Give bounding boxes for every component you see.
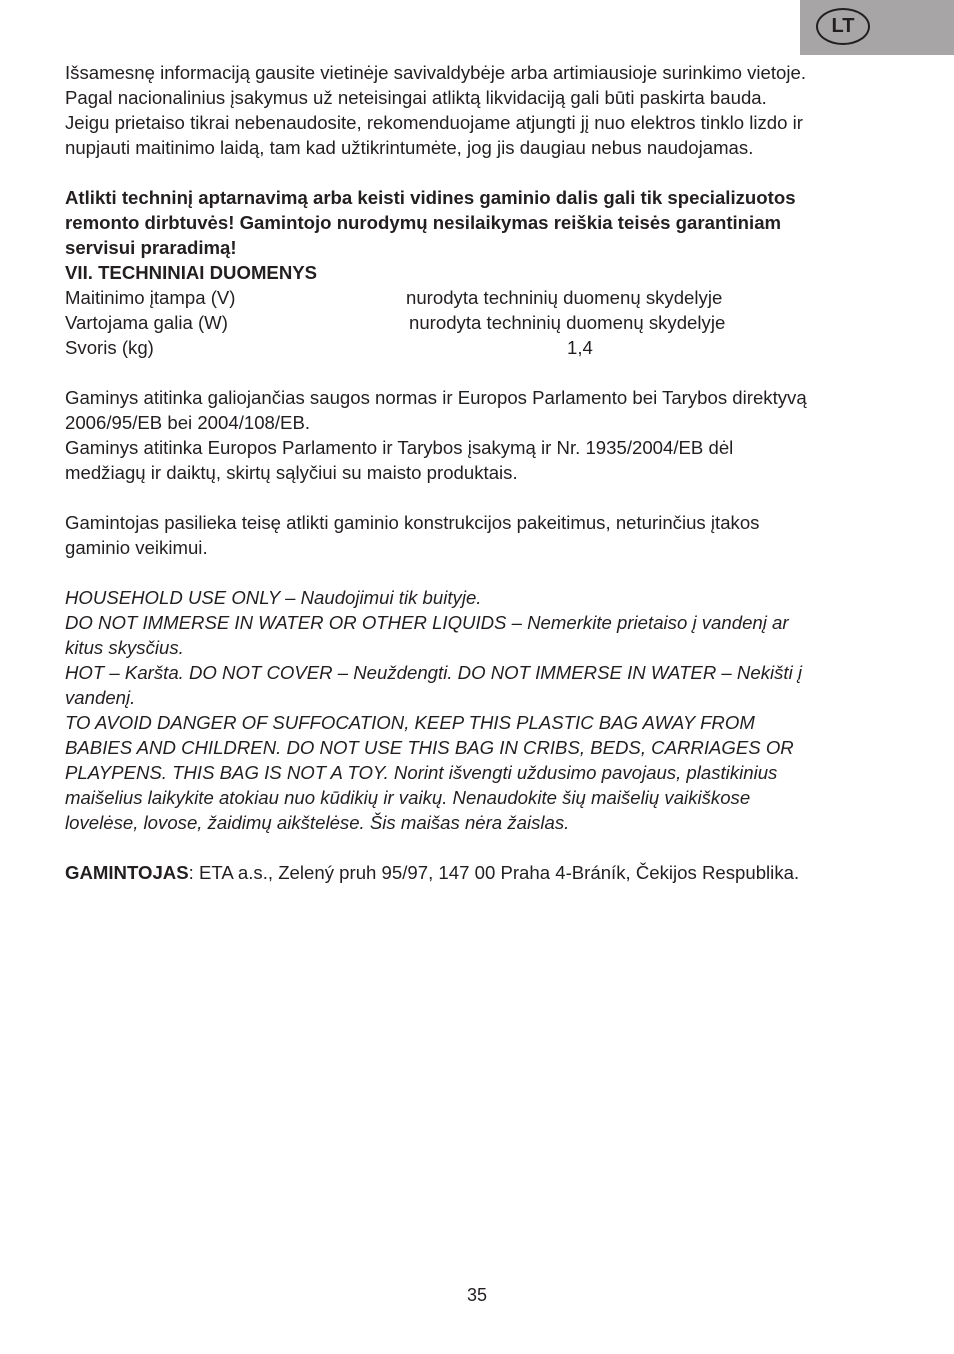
compliance-line: 2006/95/EB bei 2004/108/EB.	[65, 412, 311, 433]
page-content	[65, 60, 895, 885]
reservation-paragraph	[65, 510, 895, 560]
tech-data-heading: VII. TECHNINIAI DUOMENYS	[65, 262, 318, 283]
manufacturer-label: GAMINTOJAS	[65, 862, 189, 883]
manufacturer-address: : ETA a.s., Zelený pruh 95/97, 147 00 Praha 4-Bráník, Čekijos Respublika.	[188, 862, 800, 883]
symbol-line: HOUSEHOLD USE ONLY – Naudojimui tik buityje.	[65, 587, 482, 608]
intro-line: nupjauti maitinimo laidą, tam kad užtikrintumėte, jog jis daugiau nebus naudojamas.	[65, 137, 754, 158]
spec-label: Svoris (kg)	[65, 337, 154, 358]
compliance-line: medžiagų ir daiktų, skirtų sąlyčiui su maisto produktais.	[65, 462, 518, 483]
symbol-line: HOT – Karšta. DO NOT COVER – Neuždengti. DO NOT IMMERSE IN WATER – Nekišti į	[65, 662, 803, 683]
manufacturer-info	[65, 860, 895, 885]
spec-table	[65, 285, 895, 360]
language-tab	[800, 0, 954, 55]
symbol-line: vandenį.	[65, 687, 136, 708]
spec-row	[65, 285, 895, 310]
spec-row	[65, 335, 895, 360]
safety-symbols-paragraph	[65, 585, 895, 835]
reservation-line: gaminio veikimui.	[65, 537, 208, 558]
compliance-paragraph	[65, 385, 895, 485]
symbol-line: DO NOT IMMERSE IN WATER OR OTHER LIQUIDS – Nemerkite prietaiso į vandenį ar	[65, 612, 789, 633]
intro-line: Išsamesnę informaciją gausite vietinėje savivaldybėje arba artimiausioje surinkimo vietoje.	[65, 62, 806, 83]
symbol-line: PLAYPENS. THIS BAG IS NOT A TOY. Norint išvengti uždusimo pavojaus, plastikinius	[65, 762, 778, 783]
spec-value: nurodyta techninių duomenų skydelyje	[409, 312, 726, 333]
language-badge: LT	[816, 8, 870, 45]
symbol-line: BABIES AND CHILDREN. DO NOT USE THIS BAG IN CRIBS, BEDS, CARRIAGES OR	[65, 737, 794, 758]
spec-label: Maitinimo įtampa (V)	[65, 287, 236, 308]
compliance-line: Gaminys atitinka Europos Parlamento ir Tarybos įsakymą ir Nr. 1935/2004/EB dėl	[65, 437, 734, 458]
warning-line: remonto dirbtuvės! Gamintojo nurodymų nesilaikymas reiškia teisės garantiniam	[65, 212, 782, 233]
warning-line: Atlikti techninį aptarnavimą arba keisti vidines gaminio dalis gali tik specializuotos	[65, 187, 796, 208]
symbol-line: maišelius laikykite atokiau nuo kūdikių ir vaikų. Nenaudokite šių maišelių vaikiškose	[65, 787, 751, 808]
compliance-line: Gaminys atitinka galiojančias saugos normas ir Europos Parlamento bei Tarybos direktyvą	[65, 387, 807, 408]
reservation-line: Gamintojas pasilieka teisę atlikti gaminio konstrukcijos pakeitimus, neturinčius įtakos	[65, 512, 760, 533]
symbol-line: TO AVOID DANGER OF SUFFOCATION, KEEP THIS PLASTIC BAG AWAY FROM	[65, 712, 755, 733]
intro-line: Pagal nacionalinius įsakymus už neteisingai atliktą likvidaciją gali būti paskirta bauda.	[65, 87, 767, 108]
symbol-line: kitus skysčius.	[65, 637, 184, 658]
spec-value: nurodyta techninių duomenų skydelyje	[406, 287, 723, 308]
intro-paragraph	[65, 60, 895, 160]
page-number: 35	[466, 1285, 488, 1305]
spec-label: Vartojama galia (W)	[65, 312, 228, 333]
intro-line: Jeigu prietaiso tikrai nebenaudosite, rekomenduojame atjungti jį nuo elektros tinklo lizdo ir	[65, 112, 803, 133]
spec-value: 1,4	[567, 337, 593, 358]
symbol-line: lovelėse, lovose, žaidimų aikštelėse. Šis maišas nėra žaislas.	[65, 812, 570, 833]
service-warning	[65, 185, 895, 260]
warning-line: servisui praradimą!	[65, 237, 237, 258]
spec-row	[65, 310, 895, 335]
